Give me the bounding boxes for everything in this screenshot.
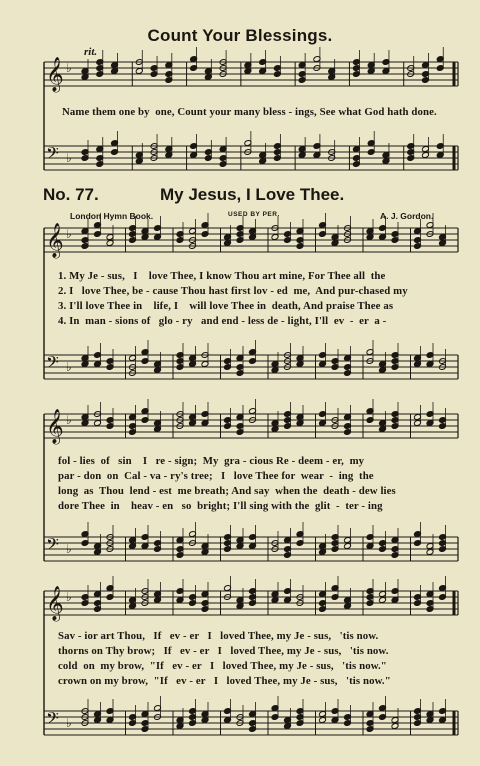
lyric-line: crown on my brow, "If ev - er I loved Thee, my Je - sus, 'tis now." [58,675,391,687]
bass-clef-icon: 𝄢 [46,708,59,732]
treble-clef-icon: 𝄞 [46,57,64,92]
flat-icon: ♭ [66,716,72,730]
flat-icon: ♭ [66,360,72,374]
lyric-line: 4. In man - sions of glo - ry and end - less de - light, I'll ev - er a - [58,315,387,327]
flat-icon: ♭ [66,542,72,556]
previous-hymn-title: Count Your Blessings. [147,26,333,45]
treble-clef-icon: 𝄞 [46,223,64,258]
previous-hymn-lyric: Name them one by one, Count your many bless - ings, See what God hath done. [62,106,437,118]
composer-credit: A. J. Gordon. [380,211,434,221]
flat-icon: ♭ [66,61,72,75]
tempo-marking: rit. [84,46,98,58]
lyric-line: fol - lies of sin I re - sign; My gra - cious Re - deem - er, my [58,455,365,467]
flat-icon: ♭ [66,590,72,604]
permission-credit: USED BY PER. [228,211,280,218]
hymn-title: My Jesus, I Love Thee. [160,185,345,204]
lyric-line: long as Thou lend - est me breath; And say when the death - dew lies [58,485,396,497]
lyric-line: cold on my brow, "If ev - er I loved Thee, my Je - sus, 'tis now." [58,660,387,672]
flat-icon: ♭ [66,413,72,427]
lyric-line: 2. I love Thee, be - cause Thou hast first lov - ed me, And pur-chased my [58,285,408,297]
lyric-line: dore Thee in heav - en so bright; I'll sing with the glit - ter - ing [58,500,383,512]
lyric-line: 1. My Je - sus, I love Thee, I know Thou art mine, For Thee all the [58,270,386,282]
treble-clef-icon: 𝄞 [46,409,64,444]
lyric-line: 3. I'll love Thee in life, I will love Thee in death, And praise Thee as [58,300,394,312]
source-credit: London Hymn Book. [70,211,154,221]
bass-clef-icon: 𝄢 [46,143,59,167]
lyric-line: Sav - ior art Thou, If ev - er I loved Thee, my Je - sus, 'tis now. [58,630,379,642]
bass-clef-icon: 𝄢 [46,352,59,376]
flat-icon: ♭ [66,151,72,165]
bass-clef-icon: 𝄢 [46,534,59,558]
treble-clef-icon: 𝄞 [46,586,64,621]
lyric-line: thorns on Thy brow; If ev - er I loved Thee, my Je - sus, 'tis now. [58,645,389,657]
lyric-line: par - don on Cal - va - ry's tree; I love Thee for wear - ing the [58,470,374,482]
hymn-number: No. 77. [43,185,99,204]
flat-icon: ♭ [66,227,72,241]
